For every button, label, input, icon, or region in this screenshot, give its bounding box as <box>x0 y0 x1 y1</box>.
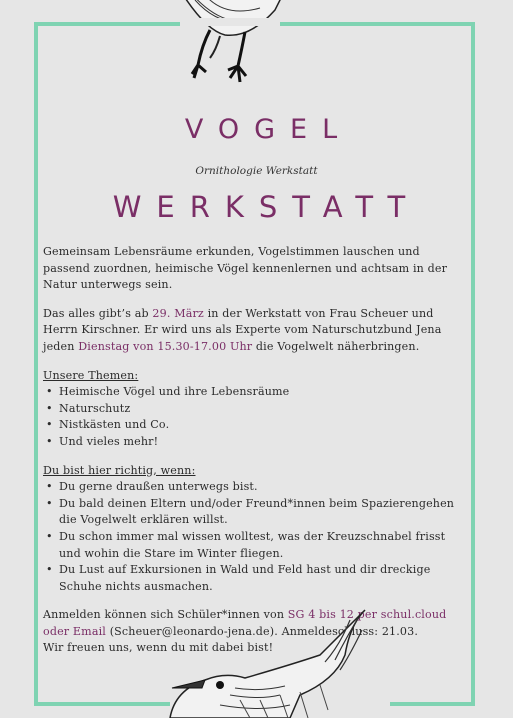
bird-bottom-icon <box>150 600 390 718</box>
title-line-2: WERKSTATT <box>112 190 421 224</box>
meeting-time: Dienstag von 15.30-17.00 Uhr <box>78 339 253 353</box>
fit-list <box>43 479 463 595</box>
list-item: • Und vieles mehr! <box>43 434 463 451</box>
list-item: • Heimische Vögel und ihre Lebensräume <box>43 384 463 401</box>
schedule-paragraph: Das alles gibt’s ab 29. März in der Werkstatt von Frau Scheuer und Herrn Kirschner. Er wird uns als Experte vom Naturschutzbund Jena jeden Dienstag von 15.30-17.00 Uhr die Vogelwelt näherbringen. <box>43 306 442 353</box>
list-item: • Du schon immer mal wissen wolltest, was der Kreuzschnabel frisst und wohin die Stare im Winter fliegen. <box>43 529 463 562</box>
title-line-1: VOGEL <box>184 114 353 145</box>
themes-list <box>43 384 463 450</box>
signup-method: SG 4 bis 12 per schul.cloud oder Email <box>43 608 447 638</box>
list-item: • Du Lust auf Exkursionen in Wald und Feld hast und dir dreckige Schuhe nichts ausmachen. <box>43 562 463 595</box>
list-item: • Du gerne draußen unterwegs bist. <box>43 479 463 496</box>
bird-top-icon <box>150 0 300 105</box>
fit-heading: Du bist hier richtig, wenn: <box>43 463 196 477</box>
list-item: • Nistkästen und Co. <box>43 417 463 434</box>
themes-heading: Unsere Themen: <box>43 368 139 382</box>
closing-line: Wir freuen uns, wenn du mit dabei bist! <box>43 641 274 655</box>
intro-paragraph: Gemeinsam Lebensräume erkunden, Vogelstimmen lauschen und passend zuordnen, heimische Vögel kennenlernen und achtsam in der Natur unterwegs sein. <box>43 245 448 292</box>
subtitle: Ornithologie Werkstatt <box>195 165 318 177</box>
list-item: • Naturschutz <box>43 401 463 418</box>
start-date: 29. März <box>152 306 204 320</box>
list-item: • Du bald deinen Eltern und/oder Freund*innen beim Spazierengehen die Vogelwelt erklären willst. <box>43 496 463 529</box>
main-text <box>43 244 463 657</box>
signup-paragraph: Anmelden können sich Schüler*innen von SG 4 bis 12 per schul.cloud oder Email (Scheuer@leonardo-jena.de). Anmeldeschluss: 21.03. <box>43 608 447 638</box>
frame-gap-top <box>180 18 280 26</box>
